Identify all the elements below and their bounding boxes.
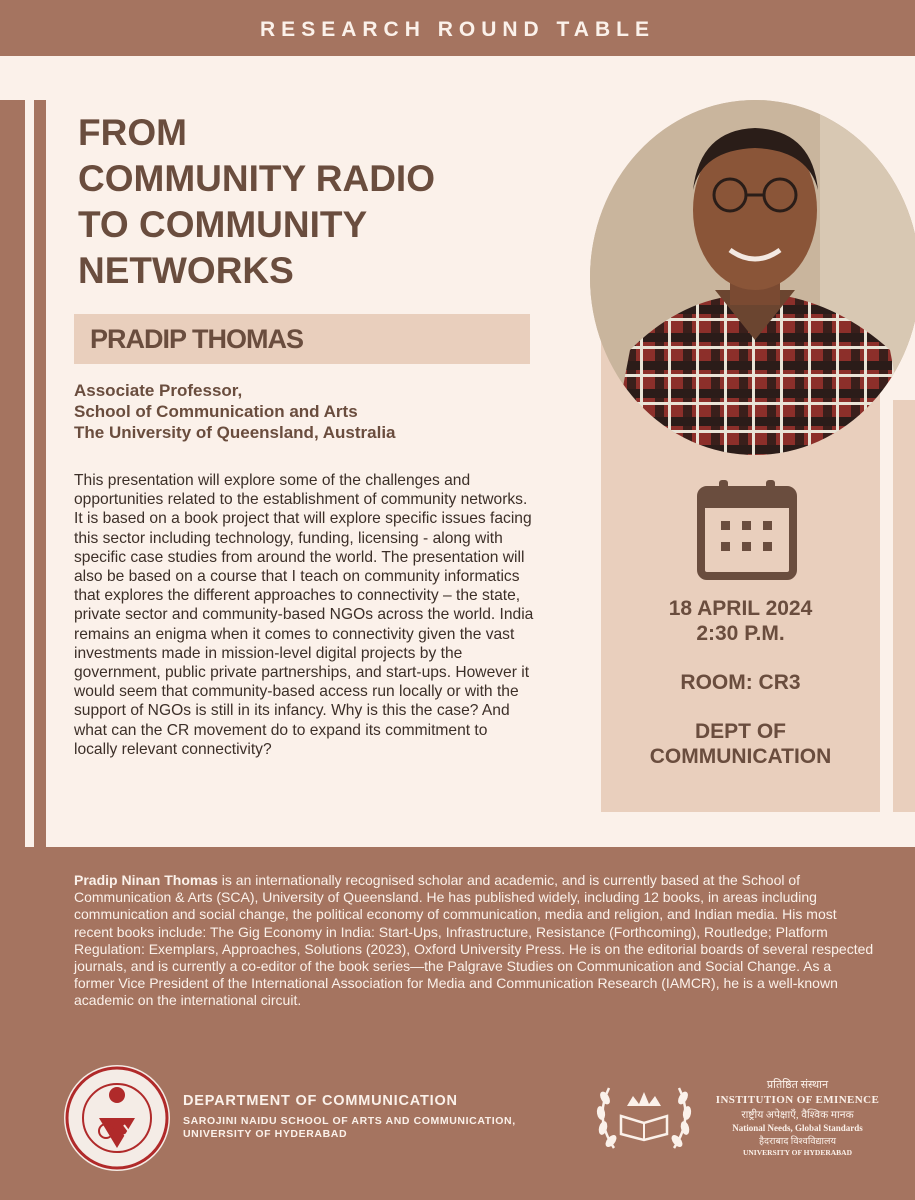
affiliation-line: The University of Queensland, Australia	[74, 423, 396, 442]
institution-of-eminence-text	[710, 1077, 885, 1157]
decorative-edge	[893, 400, 915, 812]
speaker-affiliation	[74, 380, 544, 443]
school-name	[183, 1115, 563, 1141]
title-line: TO COMMUNITY	[78, 204, 368, 245]
department-info	[183, 1093, 563, 1141]
speaker-name: PRADIP THOMAS	[90, 324, 304, 354]
bio-text: is an internationally recognised scholar and academic, and is currently based at the School of Communication & Arts (SCA), University of Queensland. He has published widely, including 12 books, in areas including communication and social change, the political economy of communication, media and religion, and Indian media. His most recent books include: The Gig Economy in India: Start-Ups, Infrastructure, Resistance (Forthcoming), Routledge; Platform Regulation: Exemplars, Approaches, Solutions (2023), Oxford University Press. He is on the editorial boards of several respected journals, and is currently a co-editor of the book series—the Palgrave Studies on Communication and Social Change. As a former Vice President of the International Association for Media and Communication Research (IAMCR), he is a well-known academic on the international circuit.	[74, 872, 874, 1009]
speaker-photo	[590, 100, 915, 455]
ioe-hindi-tagline: राष्ट्रीय अपेक्षाएँ, वैश्विक मानक	[741, 1110, 854, 1121]
department-name: DEPARTMENT OF COMMUNICATION	[183, 1093, 458, 1109]
affiliation-line: School of Communication and Arts	[74, 402, 358, 421]
event-dept-line2: COMMUNICATION	[649, 745, 832, 768]
event-time: 2:30 P.M.	[696, 622, 785, 645]
event-dept-line1: DEPT OF	[694, 720, 786, 743]
bio-name: Pradip Ninan Thomas	[74, 872, 218, 888]
calendar-icon	[697, 478, 797, 580]
talk-abstract: This presentation will explore some of the challenges and opportunities related to the establishment of community networks. It is based on a book project that will explore specific issues facing this sector including technology, funding, licensing - along with specific case studies from around the world. The presentation will also be based on a course that I teach on community informatics that explores the different approaches to connectivity – the state, private sector and community-based NGOs across the world. India remains an enigma when it comes to connectivity given the vast investments made in mission-level digital projects by the government, public private partnerships, and start-ups. However it would seem that community-based access run locally or with the support of NGOs is still in its infancy. Why is this the case? And what can the CR movement do to expand its commitment to locally relevant connectivity?	[74, 472, 534, 758]
decorative-bar-thin	[34, 100, 46, 847]
title-line: COMMUNITY RADIO	[78, 158, 435, 199]
talk-title	[78, 110, 558, 294]
school-line: UNIVERSITY OF HYDERABAD	[183, 1128, 348, 1140]
event-room: ROOM: CR3	[680, 671, 801, 694]
affiliation-line: Associate Professor,	[74, 381, 243, 400]
title-line: NETWORKS	[78, 250, 294, 291]
ioe-hindi-title: प्रतिष्ठित संस्थान	[766, 1079, 829, 1091]
speaker-bio	[74, 872, 874, 1010]
decorative-bar	[0, 100, 25, 847]
event-series-title: RESEARCH ROUND TABLE	[260, 18, 655, 41]
speaker-portrait-illustration	[590, 100, 915, 455]
university-seal-logo	[62, 1063, 172, 1173]
ioe-hindi-university: हैदराबाद विश्वविद्यालय	[759, 1137, 836, 1147]
school-line: SAROJINI NAIDU SCHOOL OF ARTS AND COMMUNICATION,	[183, 1115, 516, 1127]
ioe-tagline: National Needs, Global Standards	[732, 1123, 863, 1133]
speaker-band	[74, 314, 530, 364]
institution-of-eminence-logo	[589, 1068, 699, 1160]
header-band	[0, 0, 915, 56]
ioe-title: INSTITUTION OF EMINENCE	[715, 1094, 880, 1106]
event-details	[601, 596, 880, 769]
title-line: FROM	[78, 112, 187, 153]
event-date: 18 APRIL 2024	[668, 597, 813, 620]
ioe-university: UNIVERSITY OF HYDERABAD	[742, 1148, 853, 1157]
